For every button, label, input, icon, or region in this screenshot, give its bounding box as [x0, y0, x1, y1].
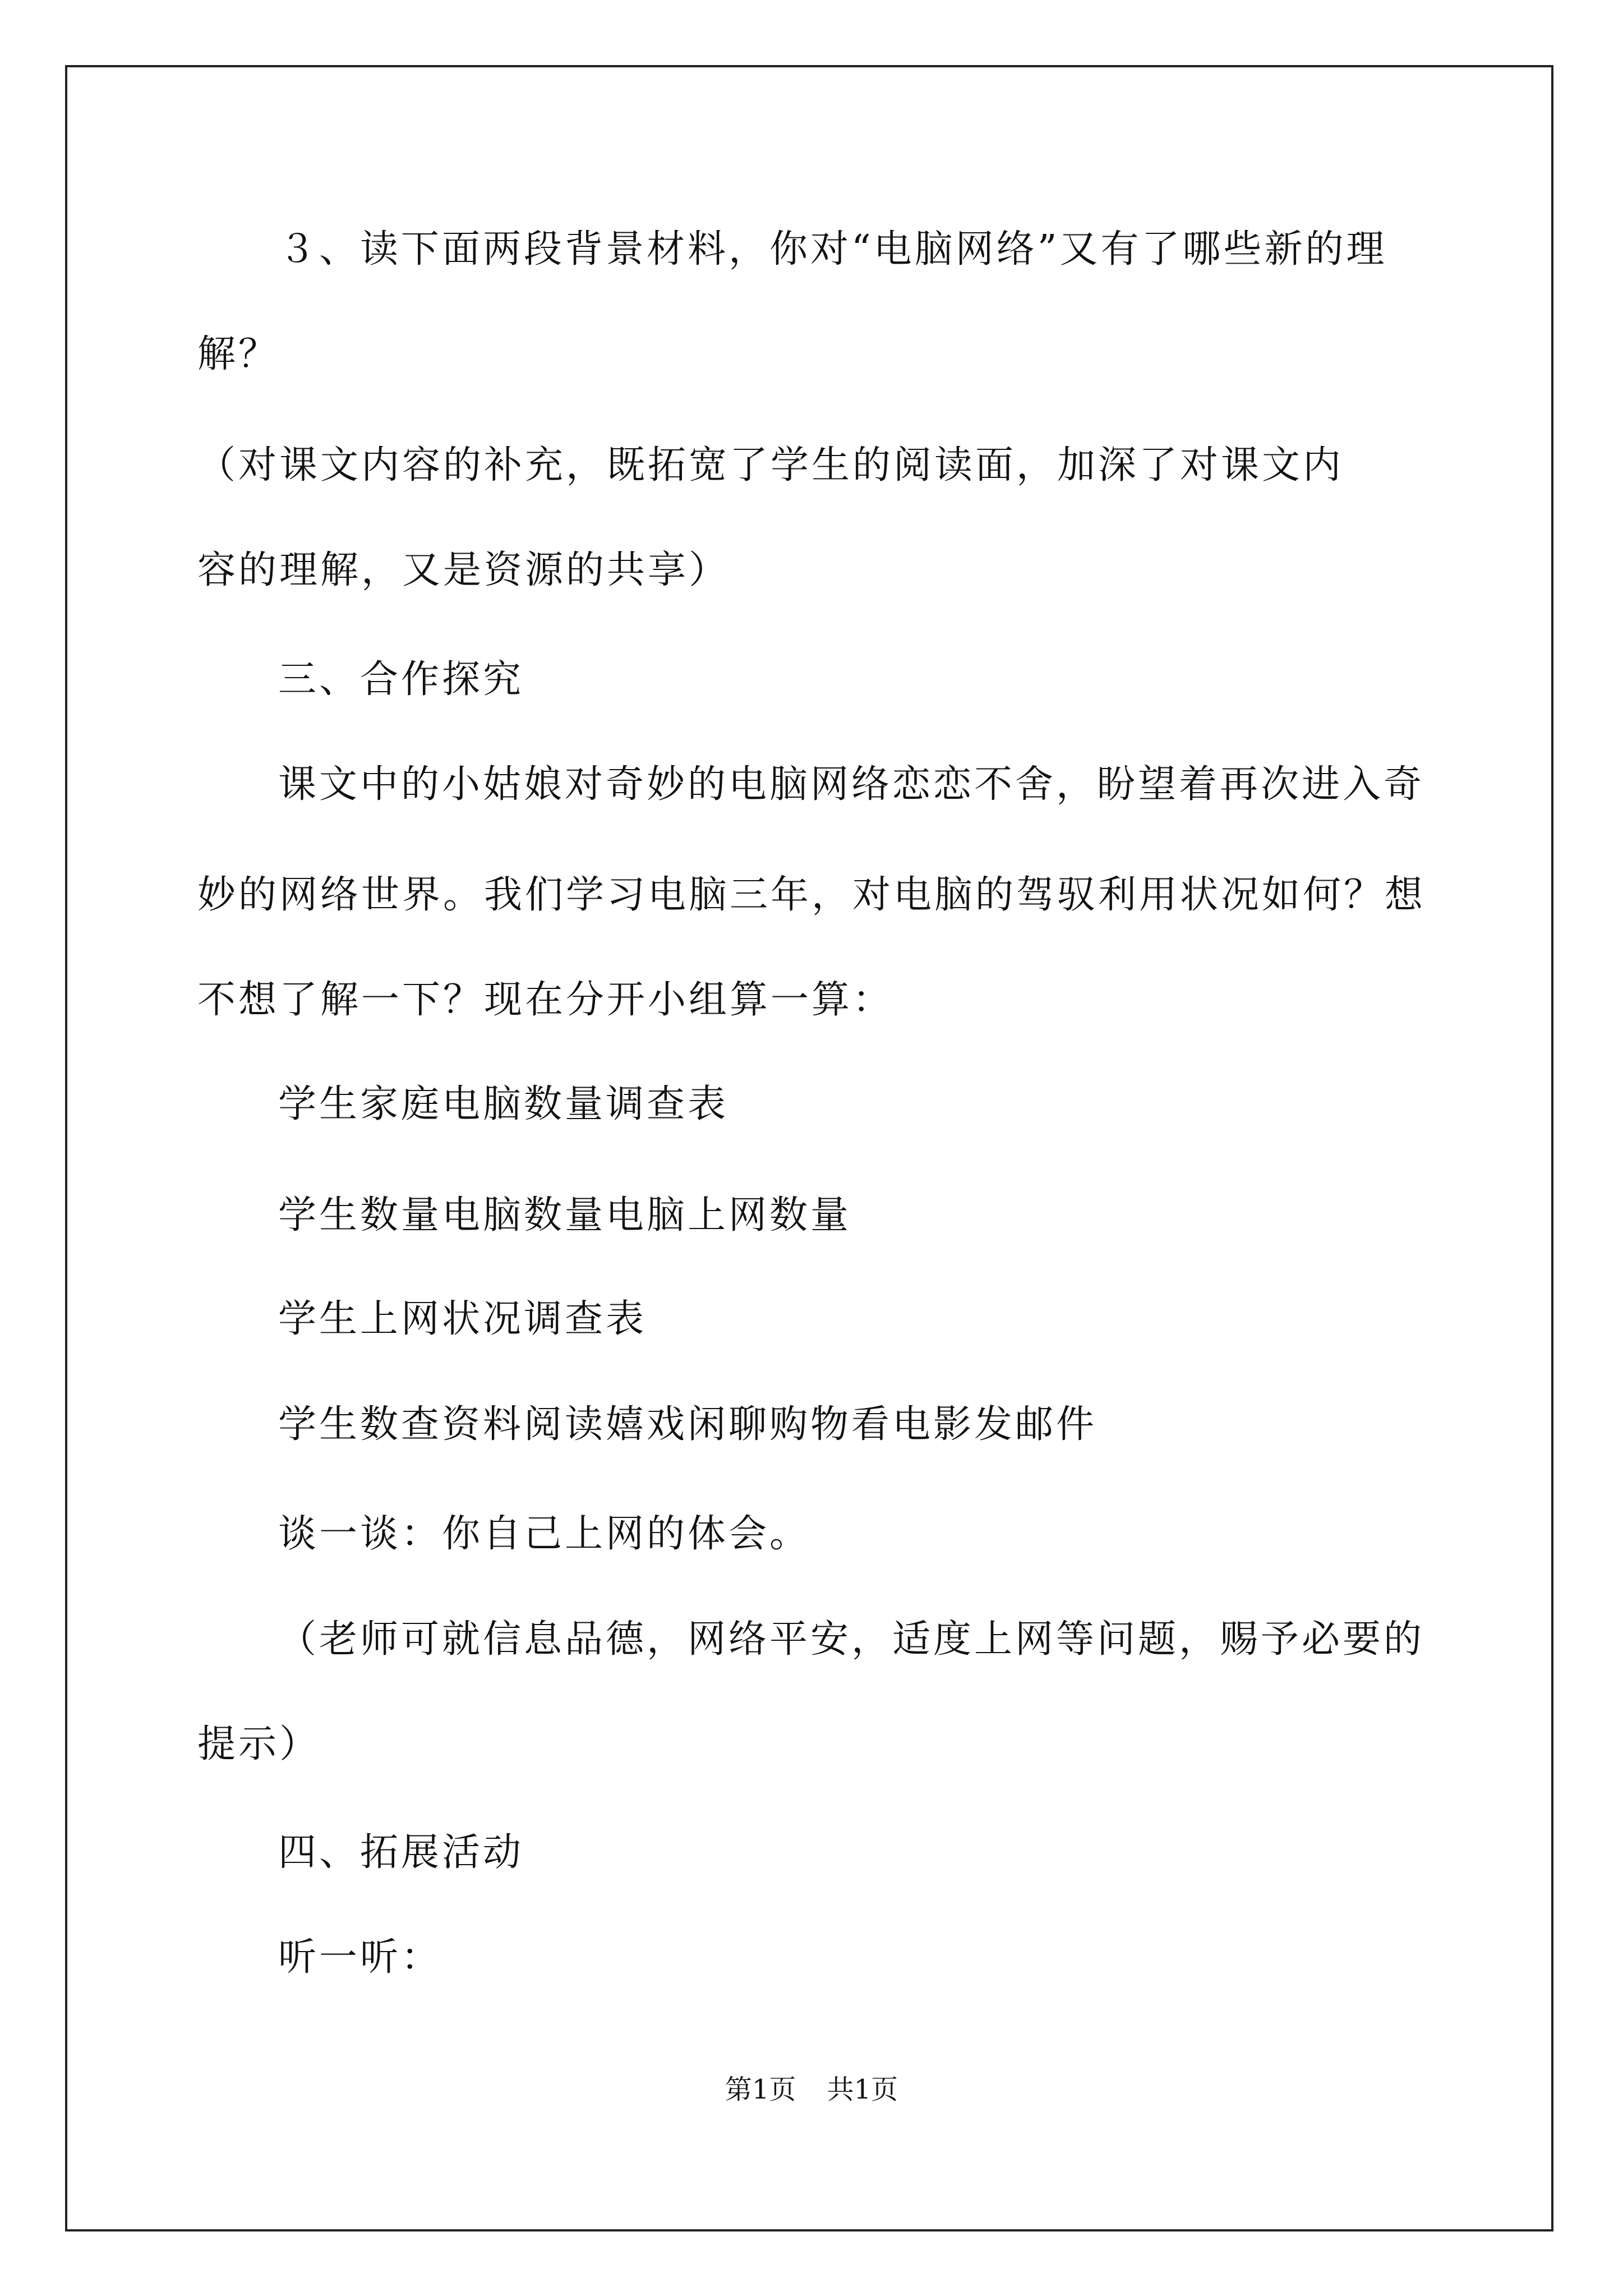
- paragraph-line: （对课文内容的补充，既拓宽了学生的阅读面，加深了对课文内: [197, 443, 1344, 487]
- paragraph-line: 提示）: [197, 1722, 321, 1766]
- page-border: [65, 65, 1553, 2231]
- paragraph-line: 听一听：: [278, 1935, 442, 1980]
- paragraph-line: 学生上网状况调查表: [278, 1297, 647, 1341]
- paragraph-line: 解？: [197, 332, 280, 376]
- paragraph-line: 不想了解一下？现在分开小组算一算：: [197, 978, 894, 1022]
- paragraph-line: 学生家庭电脑数量调查表: [278, 1082, 729, 1126]
- paragraph-line: ３、读下面两段背景材料，你对“电脑网络”又有了哪些新的理: [278, 227, 1387, 272]
- paragraph-line: 课文中的小姑娘对奇妙的电脑网络恋恋不舍，盼望着再次进入奇: [278, 762, 1425, 807]
- paragraph-line: （老师可就信息品德，网络平安，适度上网等问题，赐予必要的: [278, 1617, 1425, 1662]
- paragraph-line: 谈一谈：你自己上网的体会。: [278, 1512, 811, 1556]
- paragraph-line: 妙的网络世界。我们学习电脑三年，对电脑的驾驭利用状况如何？想: [197, 873, 1426, 917]
- paragraph-line: 容的理解，又是资源的共享）: [197, 548, 730, 592]
- section-heading: 四、拓展活动: [278, 1830, 524, 1875]
- page-footer: [0, 2073, 1623, 2106]
- paragraph-line: 学生数查资料阅读嬉戏闲聊购物看电影发邮件: [278, 1402, 1098, 1447]
- page-total: 共1页: [827, 2074, 898, 2105]
- section-heading: 三、合作探究: [278, 657, 524, 702]
- page-number: 第1页: [725, 2074, 796, 2105]
- paragraph-line: 学生数量电脑数量电脑上网数量: [278, 1193, 852, 1237]
